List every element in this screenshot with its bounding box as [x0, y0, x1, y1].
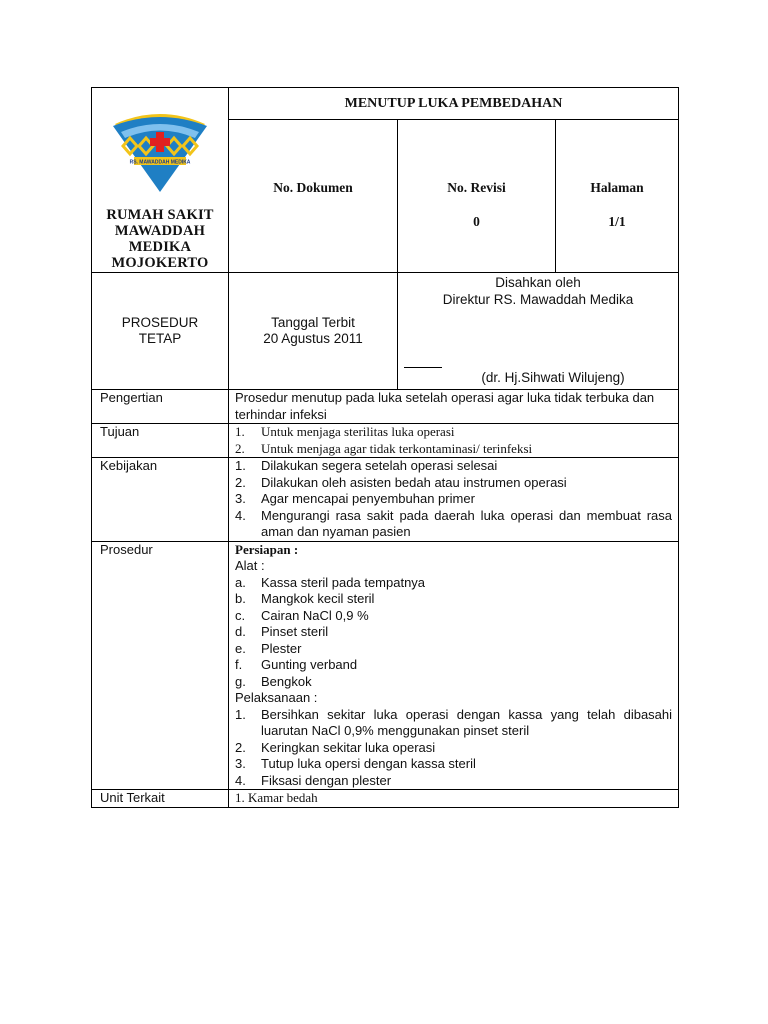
list-item: 4. Mengurangi rasa sakit pada daerah luka operasi dan membuat rasa aman dan nyaman pasien — [235, 507, 673, 539]
pengertian-label: Pengertian — [92, 390, 229, 424]
list-item: g. Bengkok — [235, 673, 312, 689]
hospital-logo — [92, 88, 228, 199]
approver-name: (dr. Hj.Sihwati Wilujeng) — [481, 370, 625, 385]
issue-date-cell — [229, 273, 398, 390]
procedure-type-line: PROSEDUR — [121, 315, 199, 330]
document-title: MENUTUP LUKA PEMBEDAHAN — [229, 88, 679, 120]
list-item: 1. Untuk menjaga sterilitas luka operasi — [235, 424, 455, 439]
persiapan-heading: Persiapan : — [235, 541, 299, 557]
list-item: c. Cairan NaCl 0,9 % — [235, 607, 369, 623]
tujuan-label: Tujuan — [92, 424, 229, 458]
approver-title: Direktur RS. Mawaddah Medika — [442, 292, 634, 307]
alat-heading: Alat : — [235, 558, 265, 573]
pelaksanaan-list — [235, 707, 672, 790]
procedure-type-cell — [92, 273, 229, 390]
approval-cell — [398, 273, 679, 390]
no-revisi-cell — [398, 120, 556, 273]
hospital-name-line: MEDIKA — [128, 239, 192, 255]
kebijakan-list — [235, 458, 672, 541]
list-item: 2. Dilakukan oleh asisten bedah atau instrumen operasi — [235, 474, 567, 490]
hospital-identity-cell — [92, 88, 229, 273]
hospital-name-line: MAWADDAH — [114, 223, 206, 239]
sop-table — [91, 87, 679, 808]
list-item: a. Kassa steril pada tempatnya — [235, 574, 426, 590]
pengertian-text: Prosedur menutup pada luka setelah operasi agar luka tidak terbuka dan terhindar infeksi — [229, 390, 679, 424]
list-item: 3. Tutup luka opersi dengan kassa steril — [235, 756, 476, 771]
list-item: 2. Keringkan sekitar luka operasi — [235, 739, 436, 755]
alat-list — [235, 575, 672, 691]
kebijakan-content — [229, 458, 679, 542]
procedure-type-line: TETAP — [138, 331, 182, 346]
no-revisi-label: No. Revisi — [447, 180, 506, 195]
list-item: 3. Agar mencapai penyembuhan primer — [235, 491, 475, 506]
issue-date-value: 20 Agustus 2011 — [263, 331, 363, 346]
sop-document — [91, 87, 678, 808]
halaman-cell — [556, 120, 679, 273]
tujuan-content — [229, 424, 679, 458]
unit-terkait-label: Unit Terkait — [92, 790, 229, 808]
halaman-value: 1/1 — [608, 214, 626, 229]
halaman-label: Halaman — [590, 180, 644, 195]
list-item: d. Pinset steril — [235, 624, 329, 639]
approved-by: Disahkan oleh — [495, 275, 581, 290]
list-item: e. Plester — [235, 640, 302, 656]
issue-date-label: Tanggal Terbit — [271, 315, 355, 330]
tujuan-list — [235, 424, 672, 457]
list-item: f. Gunting verband — [235, 657, 358, 672]
prosedur-content — [229, 541, 679, 790]
hospital-logo-icon — [109, 102, 211, 194]
no-dokumen-cell — [229, 120, 398, 273]
svg-text:RS. MAWADDAH MEDIKA: RS. MAWADDAH MEDIKA — [129, 159, 191, 166]
hospital-name-line: MOJOKERTO — [111, 255, 209, 271]
list-item: b. Mangkok kecil steril — [235, 591, 375, 606]
list-item: 2. Untuk menjaga agar tidak terkontaminasi/ terinfeksi — [235, 440, 533, 456]
hospital-name — [92, 207, 228, 271]
list-item: 4. Fiksasi dengan plester — [235, 772, 392, 788]
no-revisi-value: 0 — [473, 214, 480, 229]
prosedur-label: Prosedur — [92, 541, 229, 790]
list-item: 1. Bersihkan sekitar luka operasi dengan kassa yang telah dibasahi luarutan NaCl 0,9% menggunakan pinset steril — [235, 706, 673, 738]
kebijakan-label: Kebijakan — [92, 458, 229, 542]
signature-line — [404, 367, 442, 368]
no-dokumen-label: No. Dokumen — [273, 180, 353, 195]
hospital-name-line: RUMAH SAKIT — [106, 207, 214, 223]
list-item: 1. Dilakukan segera setelah operasi selesai — [235, 458, 498, 473]
unit-terkait-text: 1. Kamar bedah — [229, 790, 679, 808]
pelaksanaan-heading: Pelaksanaan : — [235, 690, 318, 705]
